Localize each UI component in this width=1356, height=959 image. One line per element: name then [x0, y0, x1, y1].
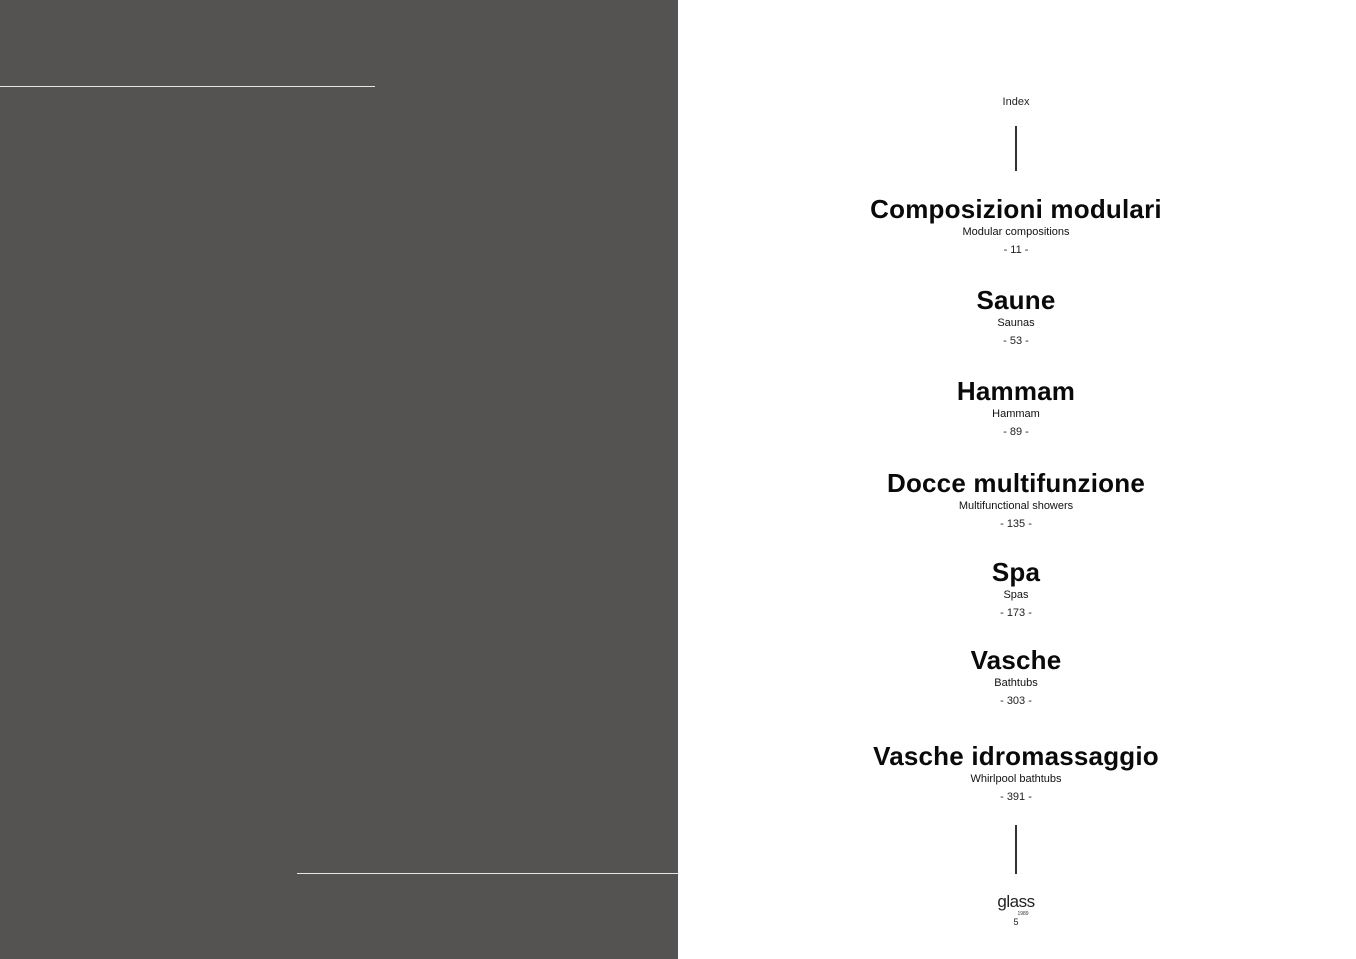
top-rule-line	[0, 86, 375, 87]
entry-page: - 135 -	[1000, 518, 1032, 530]
entry-title: Spa	[991, 557, 1041, 587]
entry-title: Hammam	[956, 376, 1076, 406]
entry-subtitle: Modular compositions	[962, 226, 1070, 238]
entry-subtitle: Bathtubs	[994, 677, 1038, 689]
entry-title: Saune	[976, 285, 1056, 315]
logo-year: 1989	[1017, 911, 1029, 917]
entry-page: - 391 -	[1000, 791, 1032, 803]
entry-page: - 89 -	[1003, 426, 1029, 438]
index-entry-vasche[interactable]	[678, 645, 1354, 708]
index-label: Index	[1002, 96, 1030, 108]
bottom-divider-line	[1015, 825, 1017, 874]
entry-title: Vasche idromassaggio	[873, 741, 1159, 771]
brand-logo	[678, 893, 1354, 917]
entry-title: Composizioni modulari	[870, 194, 1162, 224]
entry-subtitle: Multifunctional showers	[958, 500, 1074, 512]
entry-page: - 173 -	[1000, 607, 1032, 619]
page-number: 5	[1013, 917, 1019, 927]
index-entry-docce[interactable]	[678, 468, 1354, 531]
index-entry-spa[interactable]	[678, 557, 1354, 620]
bottom-rule-line	[297, 873, 678, 874]
logo-wordmark: glass	[997, 892, 1035, 911]
entry-page: - 53 -	[1003, 335, 1029, 347]
index-entry-hammam[interactable]	[678, 376, 1354, 439]
entry-title: Vasche	[970, 645, 1062, 675]
top-divider-line	[1015, 126, 1017, 171]
index-entry-saune[interactable]	[678, 285, 1354, 348]
index-entry-composizioni[interactable]	[678, 194, 1354, 257]
right-page-index	[678, 0, 1356, 959]
entry-subtitle: Whirlpool bathtubs	[970, 773, 1062, 785]
entry-subtitle: Hammam	[992, 408, 1040, 420]
entry-title: Docce multifunzione	[886, 468, 1146, 498]
entry-page: - 11 -	[1003, 244, 1029, 256]
entry-subtitle: Spas	[1003, 589, 1029, 601]
entry-subtitle: Saunas	[997, 317, 1035, 329]
index-entry-vasche-idromassaggio[interactable]	[678, 741, 1354, 804]
entry-page: - 303 -	[1000, 695, 1032, 707]
